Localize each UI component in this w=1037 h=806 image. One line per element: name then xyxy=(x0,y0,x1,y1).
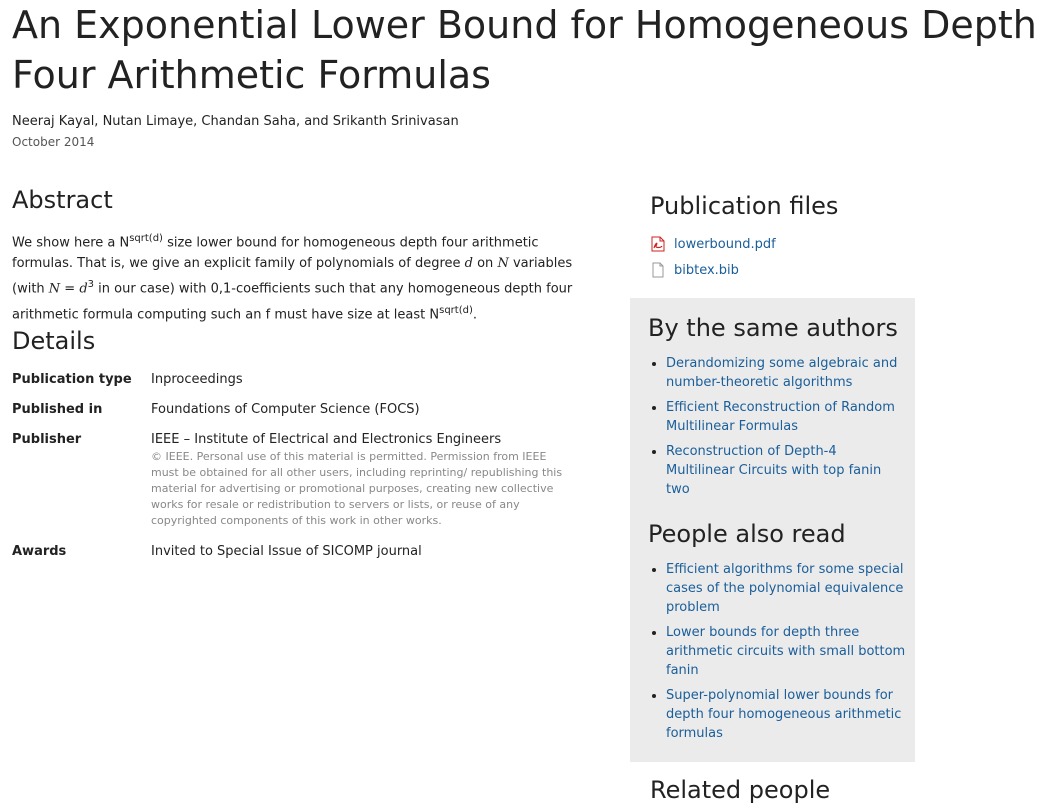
details-value: Invited to Special Issue of SICOMP journal xyxy=(151,543,422,559)
details-table xyxy=(12,372,577,559)
files-heading: Publication files xyxy=(650,192,839,220)
same-authors-list xyxy=(666,354,908,505)
sidebar-panel xyxy=(630,298,915,762)
details-row-type xyxy=(12,372,577,387)
list-item[interactable]: • Efficient algorithms for some special cases of the polynomial equivalence problem xyxy=(666,560,908,617)
list-item[interactable]: • Reconstruction of Depth-4 Multilinear Circuits with top fanin two xyxy=(666,442,908,499)
details-row-publisher xyxy=(12,432,577,529)
copyright-note: © IEEE. Personal use of this material is permitted. Permission from IEEE must be obtained for all other users, including reprinting/ republishing this material for advertising or promotional purposes, creating new collective works for resale or redistribution to servers or lists, or reuse of any copyrighted components of this work in other works. xyxy=(151,449,563,527)
file-name[interactable]: lowerbound.pdf xyxy=(674,236,776,252)
same-authors-heading: By the same authors xyxy=(648,314,898,342)
details-key: Published in xyxy=(12,401,103,417)
details-value: Foundations of Computer Science (FOCS) xyxy=(151,401,420,417)
details-value xyxy=(151,432,577,529)
publisher-name: IEEE – Institute of Electrical and Electronics Engineers xyxy=(151,431,502,447)
publication-date: October 2014 xyxy=(12,135,95,149)
file-link-pdf[interactable] xyxy=(650,236,910,252)
publication-files xyxy=(650,190,910,278)
details-row-published-in xyxy=(12,402,577,417)
title-line-2: Four Arithmetic Formulas xyxy=(12,53,491,97)
details-heading: Details xyxy=(12,326,96,355)
pdf-file-icon xyxy=(650,236,666,252)
abstract-text: We show here a $N^{sqrt(d)}$ size lower bound for homogeneous depth four arithmetic formulas. That is, we give an explicit family of polynomials of degree d on N variables (with $N = d^3$ in our case) with 0,1-coefficients such that any homogeneous depth four arithmetic formula computing such an f must have size at least $N^{sqrt(d)}$. xyxy=(12,233,573,322)
details-key: Awards xyxy=(12,543,67,559)
main-content xyxy=(12,184,577,559)
list-item[interactable]: • Derandomizing some algebraic and number-theoretic algorithms xyxy=(666,354,908,392)
list-item[interactable]: • Lower bounds for depth three arithmetic circuits with small bottom fanin xyxy=(666,623,908,680)
related-people-heading: Related people xyxy=(650,776,831,804)
document-icon xyxy=(650,262,666,278)
also-read-heading: People also read xyxy=(648,520,846,548)
page-title xyxy=(12,0,1037,100)
abstract-heading: Abstract xyxy=(12,186,113,214)
file-link-bib[interactable] xyxy=(650,262,910,278)
details-key: Publisher xyxy=(12,431,82,447)
authors: Neeraj Kayal, Nutan Limaye, Chandan Saha, and Srikanth Srinivasan xyxy=(12,114,459,129)
details-value: Inproceedings xyxy=(151,371,243,387)
file-name[interactable]: bibtex.bib xyxy=(674,262,739,278)
title-line-1: An Exponential Lower Bound for Homogeneous Depth xyxy=(12,3,1037,47)
details-key: Publication type xyxy=(12,371,132,387)
details-row-awards xyxy=(12,544,577,559)
list-item[interactable]: • Efficient Reconstruction of Random Multilinear Formulas xyxy=(666,398,908,436)
also-read-list xyxy=(666,560,908,749)
list-item[interactable]: • Super-polynomial lower bounds for depth four homogeneous arithmetic formulas xyxy=(666,686,908,743)
